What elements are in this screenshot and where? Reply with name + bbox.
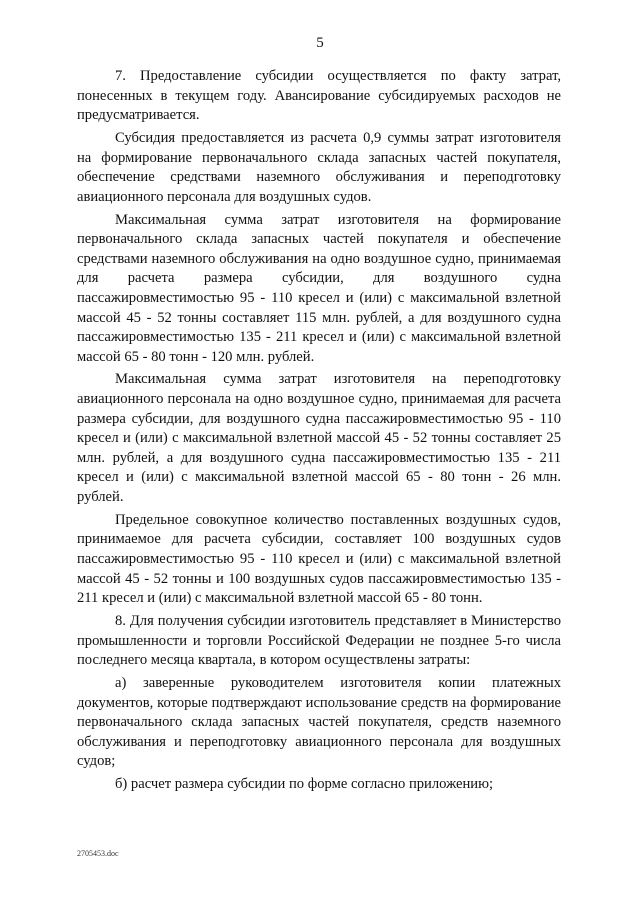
paragraph-clause-8: 8. Для получения субсидии изготовитель представляет в Министерство промышленности и торговли Российской Федерации не позднее 5-го числа последнего месяца квартала, в котором осуществлены затраты: — [77, 612, 561, 669]
paragraph-item-b: б) расчет размера субсидии по форме согласно приложению; — [115, 776, 494, 793]
footer-filename: 2705453.doc — [77, 849, 119, 858]
page-number: 5 — [316, 35, 324, 51]
paragraph-subsidy-rate: Субсидия предоставляется из расчета 0,9 суммы затрат изготовителя на формирование первоначального склада запасных частей покупателя, обеспечение средствами наземного обслуживания и переподготовку авиационного персонала для воздушных судов. — [77, 129, 561, 205]
paragraph-item-a: а) заверенные руководителем изготовителя копии платежных документов, которые подтверждают использование средств на формирование первоначального склада запасных частей покупателя, средств наземного обслуживания и переподготовку авиационного персонала для воздушных судов; — [77, 674, 561, 770]
paragraph-aircraft-limit: Предельное совокупное количество поставленных воздушных судов, принимаемое для расчета субсидии, составляет 100 воздушных судов пассажировместимостью 95 - 110 кресел и (или) с максимальной взлетной массой 45 - 52 тонны и 100 воздушных судов пассажировместимостью 135 - 211 кресел и (или) с максимальной взлетной массой 65 - 80 тонн. — [77, 511, 561, 607]
paragraph-clause-7: 7. Предоставление субсидии осуществляется по факту затрат, понесенных в текущем году. Авансирование субсидируемых расходов не предусматривается. — [77, 68, 561, 124]
paragraph-max-retraining: Максимальная сумма затрат изготовителя на переподготовку авиационного персонала на одно воздушное судно, принимаемая для расчета размера субсидии, для воздушного судна пассажировместимостью 95 - 110 кресел и (или) с максимальной взлетной массой 45 - 52 тонны составляет 25 млн. рублей, а для воздушного судна пассажировместимостью 135 - 211 кресел и (или) с максимальной взлетной массой 65 - 80 тонн - 26 млн. рублей. — [77, 371, 561, 506]
document-body — [77, 67, 561, 798]
paragraph-max-spare-parts: Максимальная сумма затрат изготовителя на формирование первоначального склада запасных частей покупателя и обеспечение средствами наземного обслуживания на одно воздушное судно, принимаемая для расчета размера субсидии, для воздушного судна пассажировместимостью 95 - 110 кресел и (или) с максимальной взлетной массой 45 - 52 тонны составляет 115 млн. рублей, а для воздушного судна пассажировместимостью 135 - 211 кресел и (или) с максимальной взлетной массой 65 - 80 тонн - 120 млн. рублей. — [77, 211, 561, 365]
